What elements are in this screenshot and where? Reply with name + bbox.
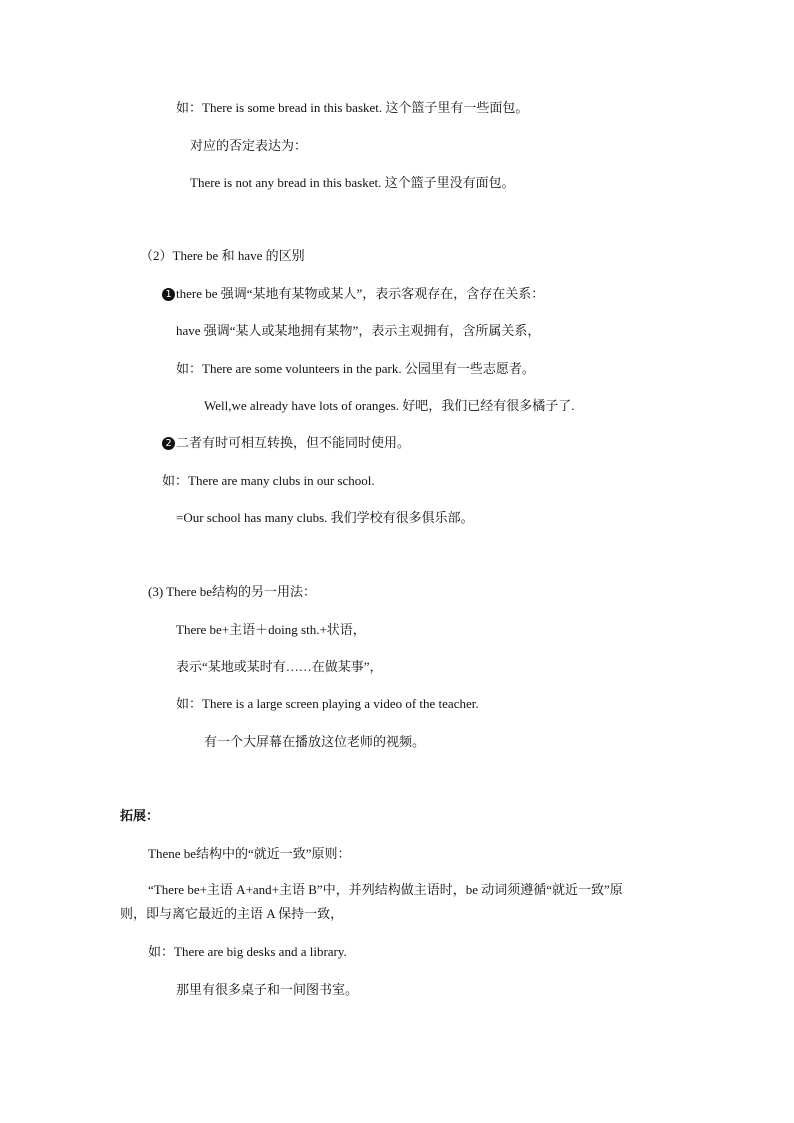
negative-intro: 对应的否定表达为： xyxy=(190,138,308,153)
example-clubs-converted: =Our school has many clubs. 我们学校有很多俱乐部。 xyxy=(176,510,474,525)
point-2 xyxy=(162,433,410,453)
section-2-heading: （2）There be 和 have 的区别 xyxy=(140,248,305,263)
point-1-text: there be 强调“某地有某物或某人”，表示客观存在，含存在关系： xyxy=(176,286,545,301)
example-volunteers: 如：There are some volunteers in the park. 公园里有一些志愿者。 xyxy=(176,361,535,376)
have-explanation: have 强调“某人或某地拥有某物”，表示主观拥有，含所属关系， xyxy=(176,323,541,338)
proximity-rule-line-2: 则，即与离它最近的主语 A 保持一致， xyxy=(120,906,344,921)
example-negative: There is not any bread in this basket. 这个篮子里没有面包。 xyxy=(190,175,515,190)
section-3-heading: (3) There be结构的另一用法： xyxy=(148,584,317,599)
circled-number-1: 1 xyxy=(162,288,175,301)
example-screen-translation: 有一个大屏幕在播放这位老师的视频。 xyxy=(204,734,426,749)
extension-heading: 拓展： xyxy=(120,808,160,823)
point-2-text: 二者有时可相互转换，但不能同时使用。 xyxy=(176,435,411,450)
structure-meaning: 表示“某地或某时有……在做某事”， xyxy=(176,659,383,674)
structure-formula: There be+主语＋doing sth.+状语， xyxy=(176,622,366,637)
point-1 xyxy=(162,284,544,304)
example-desks: 如：There are big desks and a library. xyxy=(148,944,347,959)
proximity-rule-title: Thene be结构中的“就近一致”原则： xyxy=(148,846,351,861)
circled-number-2: 2 xyxy=(162,437,175,450)
example-oranges: Well,we already have lots of oranges. 好吧，我们已经有很多橘子了. xyxy=(204,398,575,413)
example-clubs: 如：There are many clubs in our school. xyxy=(162,473,375,488)
example-desks-translation: 那里有很多桌子和一间图书室。 xyxy=(176,982,359,997)
proximity-rule-line-1: “There be+主语 A+and+主语 B”中，并列结构做主语时，be 动词须遵循“就近一致”原 xyxy=(148,882,623,897)
example-bread: 如：There is some bread in this basket. 这个篮子里有一些面包。 xyxy=(176,100,529,115)
example-screen: 如：There is a large screen playing a video of the teacher. xyxy=(176,696,479,711)
